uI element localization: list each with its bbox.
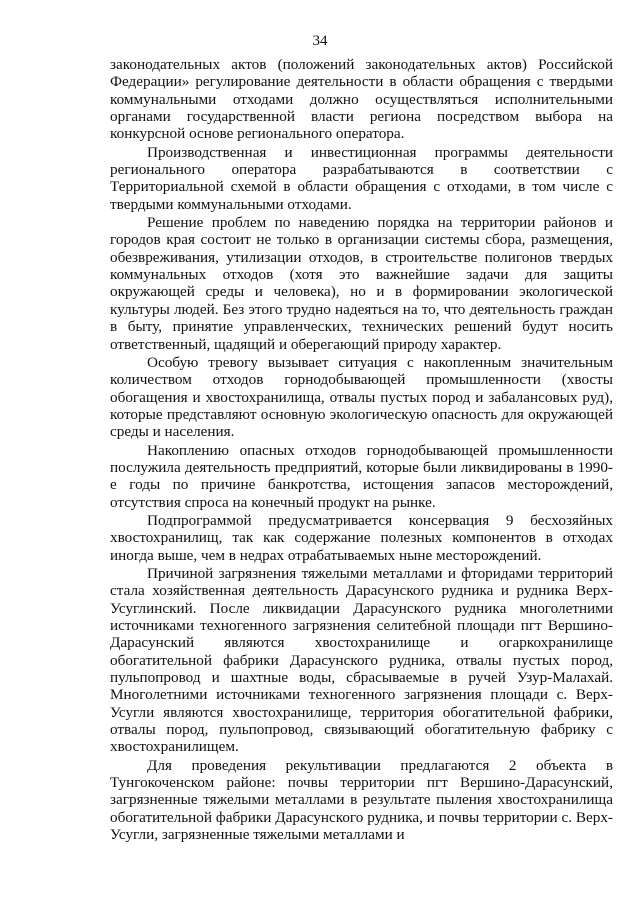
document-body xyxy=(110,56,613,844)
paragraph-7: Причиной загрязнения тяжелыми металлами и фторидами территорий стала хозяйственная деятельность Дарасунского рудника и рудника Верх-Усуглинский. После ликвидации Дарасунского рудника многолетними источниками техногенного загрязнения селитебной площади пгт Вершино-Дарасунский являются хвостохранилище и огаркохранилище обогатительной фабрики Дарасунского рудника, отвалы пустых пород, пульпопровод и шахтные воды, сбрасываемые в ручей Узур-Малахай. Многолетними источниками техногенного загрязнения площади с. Верх-Усугли являются хвостохранилище, территория обогатительной фабрики, отвалы пород, пульпопровод, связывающий обогатительную фабрику с хвостохранилищем. xyxy=(110,564,613,756)
page-number: 34 xyxy=(312,33,328,49)
paragraph-3: Решение проблем по наведению порядка на территории районов и городов края состоит не только в организации системы сбора, размещения, обезвреживания, утилизации отходов, в строительстве полигонов твердых коммунальных отходов (хотя это важнейшие задачи для защиты окружающей среды и человека), но и в формировании экологической культуры людей. Без этого трудно надеяться на то, что деятельность граждан в быту, принятие управленческих, технических решений будут носить ответственный, щадящий и оберегающий природу характер. xyxy=(110,214,613,353)
paragraph-8: Для проведения рекультивации предлагаются 2 объекта в Тунгокоченском районе: почвы территории пгт Вершино-Дарасунский, загрязненные тяжелыми металлами в результате пыления хвостохранилища обогатительной фабрики Дарасунского рудника, и почвы территории с. Верх-Усугли, загрязненные тяжелыми металлами и xyxy=(110,756,613,844)
paragraph-5: Накоплению опасных отходов горнодобывающей промышленности послужила деятельность предприятий, которые были ликвидированы в 1990-е годы по причине банкротства, истощения запасов месторождений, отсутствия спроса на конечный продукт на рынке. xyxy=(110,441,613,511)
paragraph-6: Подпрограммой предусматривается консервация 9 бесхозяйных хвостохранилищ, так как содержание полезных компонентов в отходах иногда выше, чем в недрах отрабатываемых ныне месторождений. xyxy=(110,511,613,564)
paragraph-4: Особую тревогу вызывает ситуация с накопленным значительным количеством отходов горнодобывающей промышленности (хвосты обогащения и хвостохранилища, отвалы пустых пород и забалансовых руд), которые представляют основную экологическую опасность для окружающей среды и населения. xyxy=(110,353,613,441)
paragraph-2: Производственная и инвестиционная программы деятельности регионального оператора разрабатываются в соответствии с Территориальной схемой в области обращения с отходами, в том числе с твердыми коммунальными отходами. xyxy=(110,143,613,213)
paragraph-1: законодательных актов (положений законодательных актов) Российской Федерации» регулирование деятельности в области обращения с твердыми коммунальными отходами должно осуществляться исполнительными органами государственной власти региона посредством выбора на конкурсной основе регионального оператора. xyxy=(110,56,613,143)
